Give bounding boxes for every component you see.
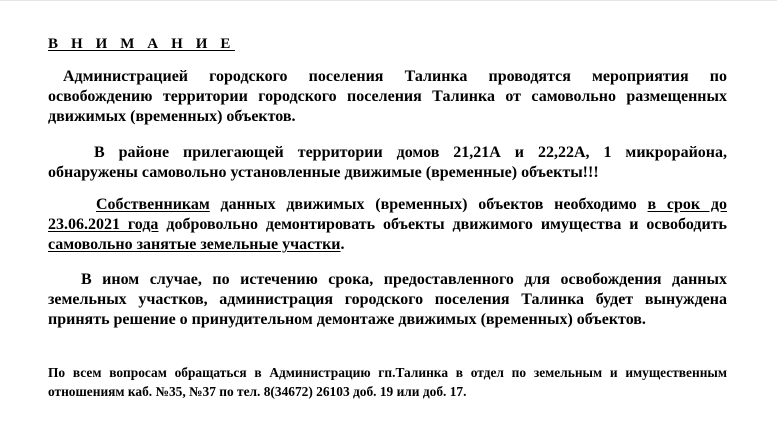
notice-paragraph-3 bbox=[48, 195, 727, 255]
notice-paragraph-4: В ином случае, по истечению срока, предоставленного для освобождения данных земельных участков, администрация городского поселения Талинка будет вынуждена принять решение о принудительном демонтаже движимых (временных) объектов. bbox=[48, 271, 727, 328]
paragraph-3-text-a: данных движимых (временных) объектов необходимо bbox=[209, 196, 648, 213]
top-divider bbox=[0, 0, 777, 1]
notice-heading: В Н И М А Н И Е bbox=[48, 36, 235, 52]
owners-phrase: Собственникам bbox=[96, 196, 210, 213]
notice-paragraph-1: Администрацией городского поселения Талинка проводятся мероприятия по освобождению территории городского поселения Талинка от самовольно размещенных движимых (временных) объектов. bbox=[48, 68, 727, 125]
notice-paragraph-2: В районе прилегающей территории домов 21,21А и 22,22А, 1 микрорайона, обнаружены самовольно установленные движимые (временные) объекты!!! bbox=[48, 144, 727, 181]
deadline-phrase: в срок до 23.06.2021 года bbox=[48, 196, 727, 233]
paragraph-3-period: . bbox=[340, 236, 345, 253]
contact-info: По всем вопросам обращаться в Администрацию гп.Талинка в отдел по земельным и имущественным отношениям каб. №35, №37 по тел. 8(34672) 26103 доб. 19 или доб. 17. bbox=[48, 365, 727, 399]
occupied-land-phrase: самовольно занятые земельные участки bbox=[48, 236, 341, 253]
paragraph-3-text-b: добровольно демонтировать объекты движимого имущества и освободить bbox=[158, 216, 728, 233]
